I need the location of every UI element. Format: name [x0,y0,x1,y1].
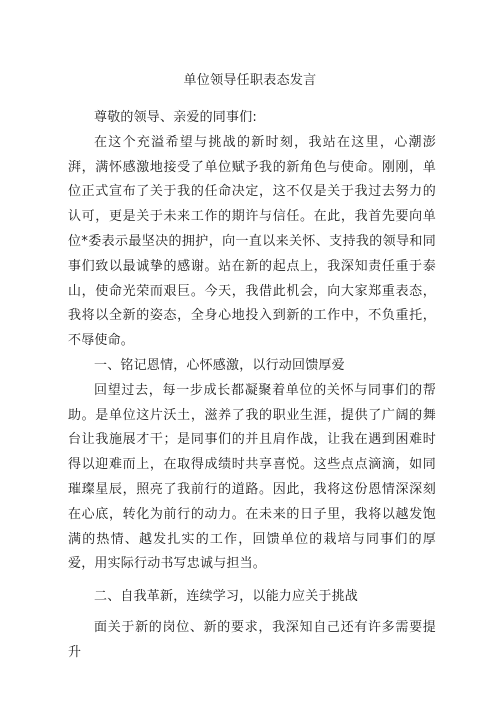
section-heading-2: 二、自我革新，连续学习，以能力应关于挑战 [94,589,359,605]
document-title: 单位领导任职表态发言 [183,73,317,88]
document-body [68,106,436,666]
salutation: 尊敬的领导、亲爱的同事们: [94,110,257,125]
intro-paragraph: 在这个充溢希望与挑战的新时刻，我站在这里，心潮澎湃，满怀感激地接受了单位赋予我的新角色与使命。刚刚，单位正式宣布了关于我的任命决定，这不仅是关于我过去努力的认可，更是关于未来工作的期许与信任。在此，我首先要向单位*委表示最坚决的拥护，向一直以来关怀、支持我的领导和同事们致以最诚挚的感谢。站在新的起点上，我深知责任重于泰山，使命光荣而艰巨。今天，我借此机会，向大家郑重表态，我将以全新的姿态，全身心地投入到新的工作中，不负重托，不辱使命。 [68,134,436,349]
section-2-paragraph: 面关于新的岗位、新的要求，我深知自己还有许多需要提升 [68,619,436,660]
section-heading-1: 一、铭记恩情，心怀感激，以行动回馈厚爱 [94,357,345,373]
section-1-paragraph: 回望过去，每一步成长都凝聚着单位的关怀与同事们的帮助。是单位这片沃土，滋养了我的职业生涯，提供了广阔的舞台让我施展才干；是同事们的并且肩作战，让我在遇到困难时得以迎难而上，在取得成绩时共享喜悦。这些点点滴滴，如同璀璨星辰，照亮了我前行的道路。因此，我将这份恩情深深刻在心底，转化为前行的动力。在未来的日子里，我将以越发饱满的热情、越发扎实的工作，回馈单位的栽培与同事们的厚爱，用实际行动书写忠诚与担当。 [68,382,436,572]
